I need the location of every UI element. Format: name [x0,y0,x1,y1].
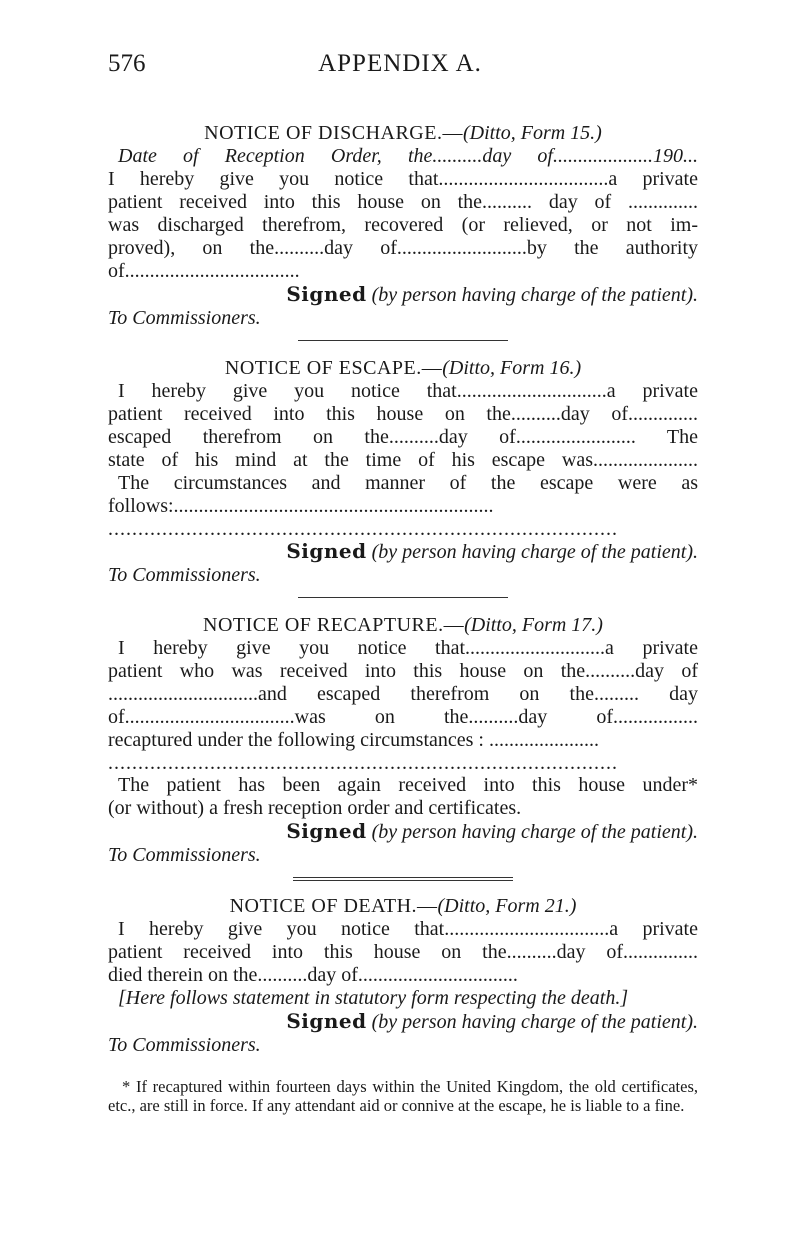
form-line: I hereby give you notice that.................................a private [118,918,698,940]
form-line: I hereby give you notice that............................a private [118,637,698,659]
form-line: patient received into this house on the..........day of............... [108,941,698,963]
form-line: I hereby give you notice that..............................a private [118,380,698,402]
notice-of-discharge [108,122,698,330]
form-line: The circumstances and manner of the escape were as [118,472,698,494]
form-line: proved), on the..........day of..........................by the authority [108,237,698,259]
section-title: NOTICE OF ESCAPE.—(Ditto, Form 16.) [224,357,582,379]
notice-of-recapture [108,614,698,867]
form-line: state of his mind at the time of his escape was..................... [108,449,698,471]
signer-description: (by person having charge of the patient). [371,541,698,563]
running-head: APPENDIX A. [318,50,482,77]
form-line: patient who was received into this house on the..........day of [108,660,698,682]
notice-of-death [108,895,698,1057]
footnote-text: * If recaptured within fourteen days within the United Kingdom, the old certificates, etc., are still in force. If any attendant aid or connive at the escape, he is liable to a fine. [108,1077,698,1115]
form-line: I hereby give you notice that..................................a private [108,168,698,190]
section-divider [298,597,508,598]
notice-of-escape [108,357,698,587]
signed-label: Signed [286,1009,367,1033]
form-line: recaptured under the following circumstances : ...................... [108,729,599,751]
addressee: To Commissioners. [108,564,261,586]
blank-line: ..................................................................................... [108,518,618,540]
signature-line [108,820,698,844]
signature-line [108,540,698,564]
page-body [108,122,698,1115]
signature-line [108,283,698,307]
statement-note: [Here follows statement in statutory form respecting the death.] [118,987,629,1009]
form-line: Date of Reception Order, the..........day of....................190... [118,145,698,167]
footnote [108,1077,698,1115]
signer-description: (by person having charge of the patient). [371,821,698,843]
signature-line [108,1010,698,1034]
form-line: follows:................................................................ [108,495,494,517]
signed-label: Signed [286,282,367,306]
signed-label: Signed [286,819,367,843]
section-title: NOTICE OF DISCHARGE.—(Ditto, Form 15.) [204,122,602,144]
addressee: To Commissioners. [108,844,261,866]
section-divider [298,340,508,341]
form-line: of................................... [108,260,300,282]
form-line: of..................................was on the..........day of................. [108,706,698,728]
form-line: died therein on the..........day of................................ [108,964,518,986]
signer-description: (by person having charge of the patient). [371,1011,698,1033]
signer-description: (by person having charge of the patient). [371,284,698,306]
form-line: was discharged therefrom, recovered (or relieved, or not im- [108,214,698,236]
form-line: ..............................and escaped therefrom on the......... day [108,683,698,705]
page-number: 576 [108,50,146,77]
section-title: NOTICE OF DEATH.—(Ditto, Form 21.) [229,895,577,917]
section-divider [293,880,513,881]
blank-line: ..................................................................................... [108,752,618,774]
form-line: (or without) a fresh reception order and certificates. [108,797,522,819]
form-line: patient received into this house on the..........day of.............. [108,403,698,425]
addressee: To Commissioners. [108,1034,261,1056]
addressee: To Commissioners. [108,307,261,329]
signed-label: Signed [286,539,367,563]
section-title: NOTICE OF RECAPTURE.—(Ditto, Form 17.) [203,614,603,636]
form-line: patient received into this house on the.......... day of .............. [108,191,698,213]
form-line: The patient has been again received into this house under* [118,774,698,796]
form-line: escaped therefrom on the..........day of........................ The [108,426,698,448]
section-divider [293,877,513,878]
page-header [0,50,800,86]
